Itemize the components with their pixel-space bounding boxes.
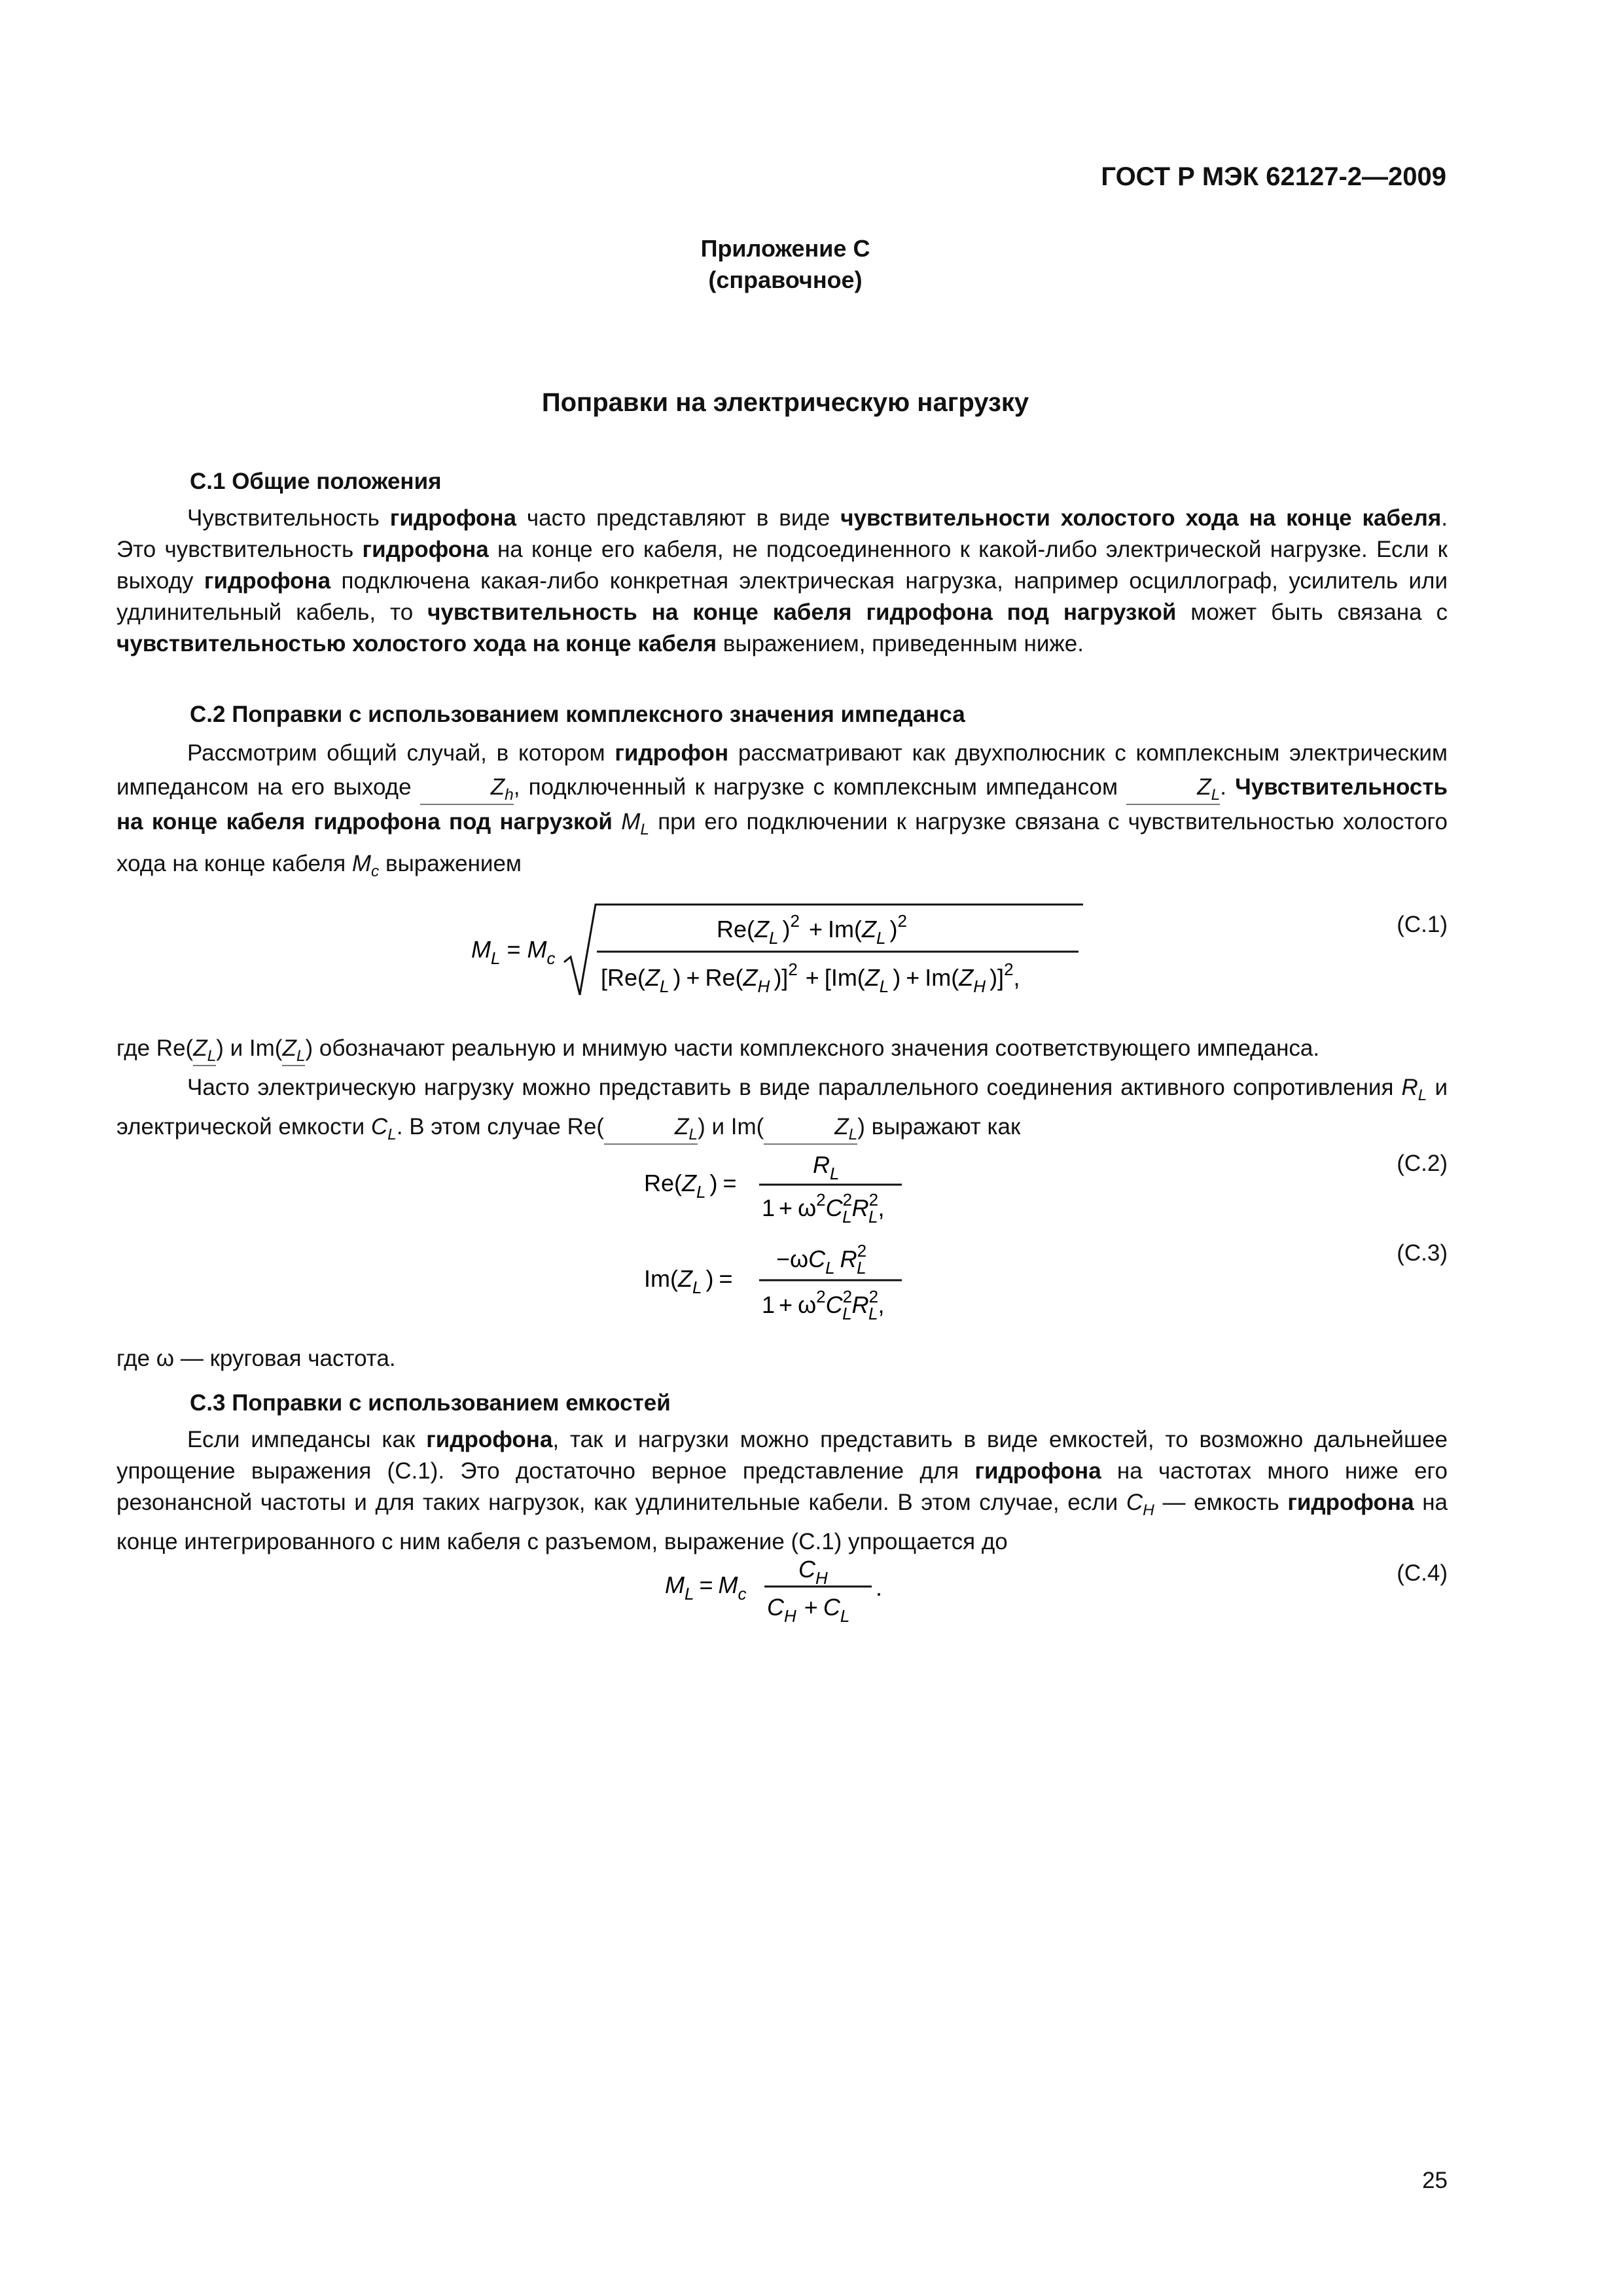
equation-c4 (654, 1552, 929, 1631)
svg-text:ML=Mc: $M_L = M_c$ (471, 936, 556, 968)
paragraph-c1-1: Чувствительность гидрофона часто представляют в виде чувствительности холостого хода на конце кабеля. Это чувствительность гидрофона на конце его кабеля, не подсоединенного к какой-либо электрической нагрузке. Если к выходу гидрофона подключена какая-либо конкретная электрическая нагрузка, например осциллограф, усилитель или удлинительный кабель, то чувствительность на конце кабеля гидрофона под нагрузкой может быть связана с чувствительностью холостого хода на конце кабеля выражением, приведенным ниже. (116, 505, 1448, 656)
paragraph-c2-1: Рассмотрим общий случай, в котором гидрофон рассматривают как двухполюсник с комплексным электрическим импедансом на его выходе $Z_h$, подключенный к нагрузке с комплексным импедансом $Z_L$. Чувствительность на конце кабеля гидрофона под нагрузкой $M_L$ при его подключении к нагрузке связана с чувствительностью холостого хода на конце кабеля $M_c$ выражением (116, 740, 1448, 880)
eq3-numerator: $-\omega C_L$ $R^2$ L (776, 1241, 867, 1278)
equation-number-c3: (С.3) (1397, 1240, 1448, 1266)
equation-number-c4: (С.4) (1397, 1560, 1448, 1586)
paragraph-c2-2: где $Re(Z_L)$ и $Im(Z_L)$ обозначают реальную и мнимую части комплексного значения соответствующего импеданса. (116, 1035, 1320, 1065)
paragraph-c2-3: Часто электрическую нагрузку можно представить в виде параллельного соединения активного сопротивления $R_L$ и электрической емкости $C_L$. В этом случае Re( $Z_L$) и Im( $Z_L$) выражают как (116, 1075, 1448, 1143)
section-title: Поправки на электрическую нагрузку (541, 388, 1029, 417)
heading-c1: С.1 Общие положения (190, 469, 442, 494)
eq4-lhs: $M_L = M_c$ (665, 1571, 747, 1604)
heading-c3: С.3 Поправки с использованием емкостей (190, 1390, 671, 1416)
eq2-lhs: $Re(Z_L$ ) = (644, 1170, 737, 1202)
equation-number-c2: (С.2) (1397, 1151, 1448, 1176)
heading-c2: С.2 Поправки с использованием комплексного значения импеданса (190, 702, 965, 727)
eq4-period: . (876, 1574, 883, 1601)
equation-c2 (635, 1145, 949, 1230)
eq4-numerator: $C_H$ (798, 1556, 828, 1588)
eq3-denominator: $1 + \omega^2C^2$ $LR^2$ L, (762, 1287, 885, 1323)
eq4-denominator: $C_H + C_L$ (767, 1594, 850, 1626)
equation-number-c1: (С.1) (1397, 912, 1448, 937)
paragraph-c2-4: где ω — круговая частота. (116, 1346, 396, 1371)
eq2-denominator: $1 + \omega^2C^2$ $LR^2$ L, (762, 1190, 885, 1227)
annex-subtitle: (справочное) (708, 266, 863, 293)
equation-c3 (635, 1236, 949, 1327)
eq2-numerator: $R_L$ (813, 1151, 840, 1183)
annex-title: Приложение С (700, 235, 870, 262)
eq1-numerator: $Re(Z_L$ )$^2 + Im(Z_L$ )$^2$ (717, 911, 907, 948)
eq3-lhs: $Im(Z_L$ ) = (644, 1265, 733, 1297)
eq1-lhs (471, 936, 556, 968)
paragraph-c3-1: Если импедансы как гидрофона, так и нагрузки можно представить в виде емкостей, то возможно дальнейшее упрощение выражения (С.1). Это достаточно верное представление для гидрофона на частотах много ниже его резонансной частоты и для таких нагрузок, как удлинительные кабели. В этом случае, если $C_H$ — емкость гидрофона на конце интегрированного с ним кабеля с разъемом, выражение (С.1) упрощается до (116, 1427, 1448, 1554)
eq1-denominator: [$Re(Z_L$ ) + $Re(Z_H$ )]$^2 + [Im(Z_L$ ) + $Im(Z_H$ )]$^2$, (601, 960, 1020, 996)
page-number: 25 (1422, 2168, 1448, 2193)
equation-c1 (458, 897, 1113, 1008)
standard-code: ГОСТ Р МЭК 62127-2—2009 (1101, 162, 1446, 191)
